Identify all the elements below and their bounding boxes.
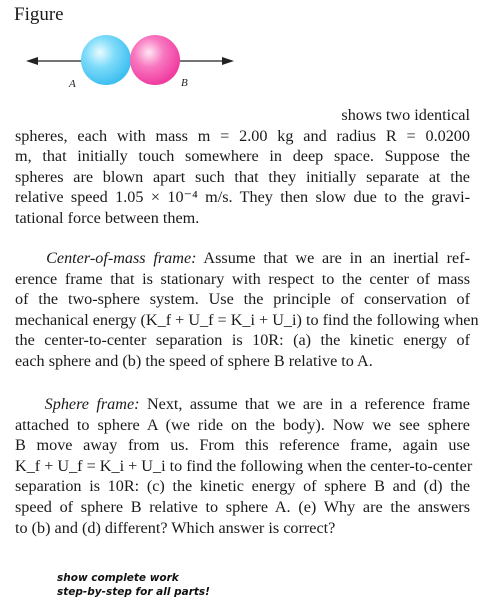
- text-line: [15, 248, 470, 269]
- text-line: mechanical energy (K_f + U_f = K_i + U_i) to find the following when: [15, 310, 479, 329]
- section-lead: Center-of-mass frame:: [46, 249, 197, 267]
- text-line: [15, 394, 470, 415]
- handwritten-note: [57, 572, 210, 599]
- figure-label: Figure: [14, 4, 64, 25]
- text-line: of the two-sphere system. Use the principle of conservation of: [15, 290, 470, 309]
- text-line: shows two identical: [341, 106, 470, 124]
- left-arrowhead-icon: [26, 57, 38, 65]
- text-line: separation is 10R: (c) the kinetic energy of sphere B and (d) the: [15, 477, 470, 496]
- text-line: tational force between them.: [15, 208, 200, 227]
- text-line-rest: Assume that we are in an inertial ref-: [196, 249, 470, 267]
- text-line: to (b) and (d) different? Which answer is correct?: [15, 518, 336, 537]
- center-of-mass-frame-paragraph: [15, 248, 479, 372]
- text-line: K_f + U_f = K_i + U_i to find the following when the center-to-center: [15, 456, 473, 475]
- right-arrowhead-icon: [222, 57, 234, 65]
- text-line: relative speed 1.05 × 10⁻⁴ m/s. They then slow due to the gravi-: [15, 188, 470, 207]
- text-line: attached to sphere A (we ride on the body). Now we see sphere: [15, 415, 470, 434]
- text-line: speed of sphere B relative to sphere A. (e) Why are the answers: [15, 497, 470, 516]
- text-line: B move away from us. From this reference frame, again use: [15, 436, 470, 455]
- text-line-rest: Next, assume that we are in a reference frame: [139, 395, 470, 413]
- section-lead: Sphere frame:: [44, 395, 140, 413]
- text-line: each sphere and (b) the speed of sphere B relative to A.: [15, 351, 373, 370]
- sphere-a: [81, 35, 131, 85]
- note-line: show complete work: [57, 572, 179, 584]
- sphere-frame-paragraph: [15, 394, 473, 538]
- text-line: spheres are blown apart such that they initially separate at the: [15, 167, 470, 186]
- problem-intro-paragraph: [15, 105, 470, 229]
- sphere-b: [130, 35, 180, 85]
- text-line: erence frame that is stationary with respect to the center of mass: [15, 269, 470, 288]
- text-line: m, that initially touch somewhere in deep space. Suppose the: [15, 147, 470, 166]
- text-line: the center-to-center separation is 10R: (a) the kinetic energy of: [15, 331, 470, 350]
- text-line: spheres, each with mass m = 2.00 kg and radius R = 0.0200: [15, 126, 470, 145]
- sphere-b-label: B: [181, 77, 188, 89]
- two-spheres-figure: [0, 26, 503, 96]
- note-line: step-by-step for all parts!: [57, 585, 210, 598]
- sphere-a-label: A: [69, 78, 76, 90]
